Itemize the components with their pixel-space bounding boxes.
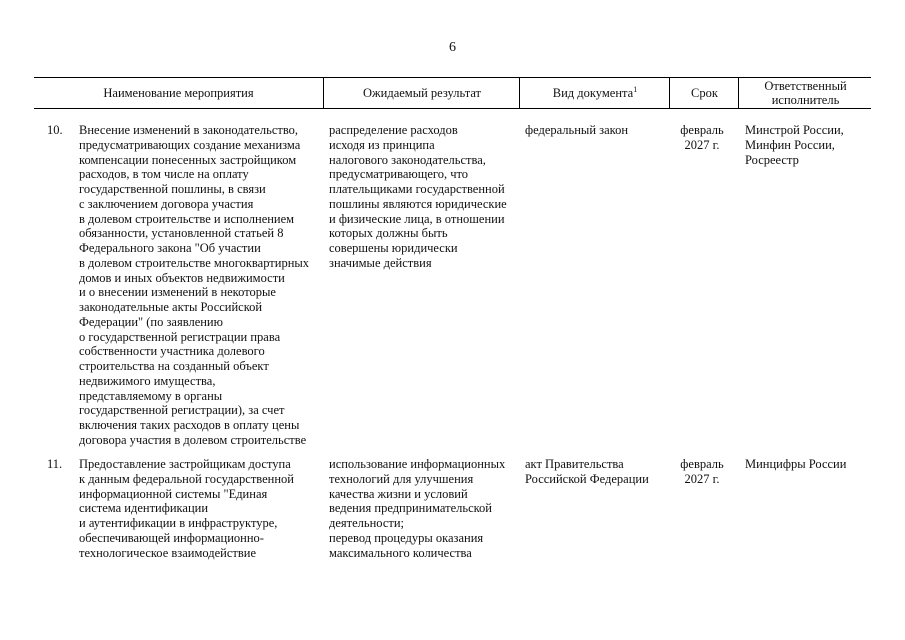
header-term [669, 78, 739, 108]
header-expected-result-label: Ожидаемый результат [362, 86, 482, 100]
responsible [745, 123, 870, 167]
text-line: обязанности, установленной статьей 8 [79, 226, 284, 241]
text-line: Минстрой России, [745, 123, 844, 137]
text-line: Федерального закона "Об участии [79, 241, 261, 255]
text-line: февраль [680, 123, 724, 137]
text-line: к данным федеральной государственной [79, 471, 294, 486]
document-type [525, 123, 671, 138]
text-line: Минцифры России [745, 457, 847, 471]
text-line: распределение расходов [329, 123, 458, 137]
header-activity-name-label: Наименование мероприятия [103, 86, 254, 100]
text-line: акт Правительства [525, 457, 624, 471]
term [672, 123, 732, 153]
expected-result [329, 457, 521, 560]
text-line: Федерации" (по заявлению [79, 314, 223, 329]
text-line: обеспечивающей информационно- [79, 530, 264, 545]
activity-name [79, 123, 324, 448]
text-line: 2027 г. [684, 471, 720, 486]
text-line: с заключением договора участия [79, 196, 254, 211]
text-line: и аутентификации в инфраструктуре, [79, 516, 278, 530]
header-responsible-line: исполнитель [771, 93, 840, 107]
text-line: 2027 г. [684, 137, 720, 152]
text-line: Предоставление застройщикам доступа [79, 457, 291, 471]
row-number: 10. [47, 123, 63, 137]
text-line: налогового законодательства, [329, 152, 486, 167]
text-line: государственной пошлины, в связи [79, 182, 266, 196]
responsible [745, 457, 870, 472]
text-line: и физические лица, в отношении [329, 211, 505, 226]
footnote-marker: 1 [633, 84, 638, 94]
header-activity-name [34, 78, 323, 108]
text-line: недвижимого имущества, [79, 373, 216, 388]
header-document-type-label: Вид документа [552, 86, 634, 100]
text-line: использование информационных [329, 457, 506, 471]
text-line: домов и иных объектов недвижимости [79, 270, 285, 285]
text-line: государственной регистрации), за счет [79, 403, 285, 418]
text-line: строительства на созданный объект [79, 359, 269, 373]
text-line: включения таких расходов в оплату цены [79, 418, 300, 432]
text-line: технологий для улучшения [329, 471, 474, 486]
text-line: февраль [680, 457, 724, 471]
activity-name [79, 457, 324, 560]
text-line: ведения предпринимательской [329, 501, 492, 516]
text-line: в долевом строительстве и исполнением [79, 211, 295, 226]
text-line: о государственной регистрации права [79, 329, 281, 344]
text-line: договора участия в долевом строительстве [79, 432, 307, 447]
text-line: Росреестр [745, 152, 799, 167]
page-number: 6 [449, 40, 456, 55]
header-responsible-line: Ответственный [764, 79, 847, 93]
text-line: совершены юридически [329, 241, 458, 255]
text-line: компенсации понесенных застройщиком [79, 152, 297, 167]
header-document-type [519, 78, 670, 108]
text-line: информационной системы "Единая [79, 486, 268, 501]
text-line: система идентификации [79, 501, 209, 516]
text-line: пошлины являются юридические [329, 196, 507, 211]
text-line: собственности участника долевого [79, 344, 265, 359]
header-term-label: Срок [691, 86, 718, 100]
text-line: в долевом строительстве многоквартирных [79, 255, 310, 270]
text-line: представляемому в органы [79, 388, 223, 403]
text-line: деятельности; [329, 516, 405, 530]
text-line: качества жизни и условий [329, 486, 468, 501]
text-line: федеральный закон [525, 123, 629, 137]
text-line: Внесение изменений в законодательство, [79, 123, 299, 137]
row-number: 11. [47, 457, 63, 471]
text-line: Минфин России, [745, 137, 835, 152]
text-line: технологическое взаимодействие [79, 545, 257, 560]
text-line: которых должны быть [329, 226, 448, 241]
text-line: и о внесении изменений в некоторые [79, 285, 276, 300]
text-line: расходов, в том числе на оплату [79, 167, 249, 182]
text-line: законодательные акты Российской [79, 300, 263, 314]
document-type [525, 457, 671, 487]
term [672, 457, 732, 487]
text-line: исходя из принципа [329, 137, 435, 152]
text-line: плательщиками государственной [329, 182, 505, 196]
header-expected-result [323, 78, 520, 108]
text-line: Российской Федерации [525, 471, 649, 486]
text-line: предусматривающего, что [329, 167, 469, 182]
header-responsible [738, 78, 872, 108]
text-line: предусматривающих создание механизма [79, 137, 301, 152]
text-line: значимые действия [329, 255, 432, 270]
expected-result [329, 123, 521, 271]
text-line: максимального количества [329, 545, 472, 560]
text-line: перевод процедуры оказания [329, 530, 484, 545]
table-header [34, 77, 871, 109]
